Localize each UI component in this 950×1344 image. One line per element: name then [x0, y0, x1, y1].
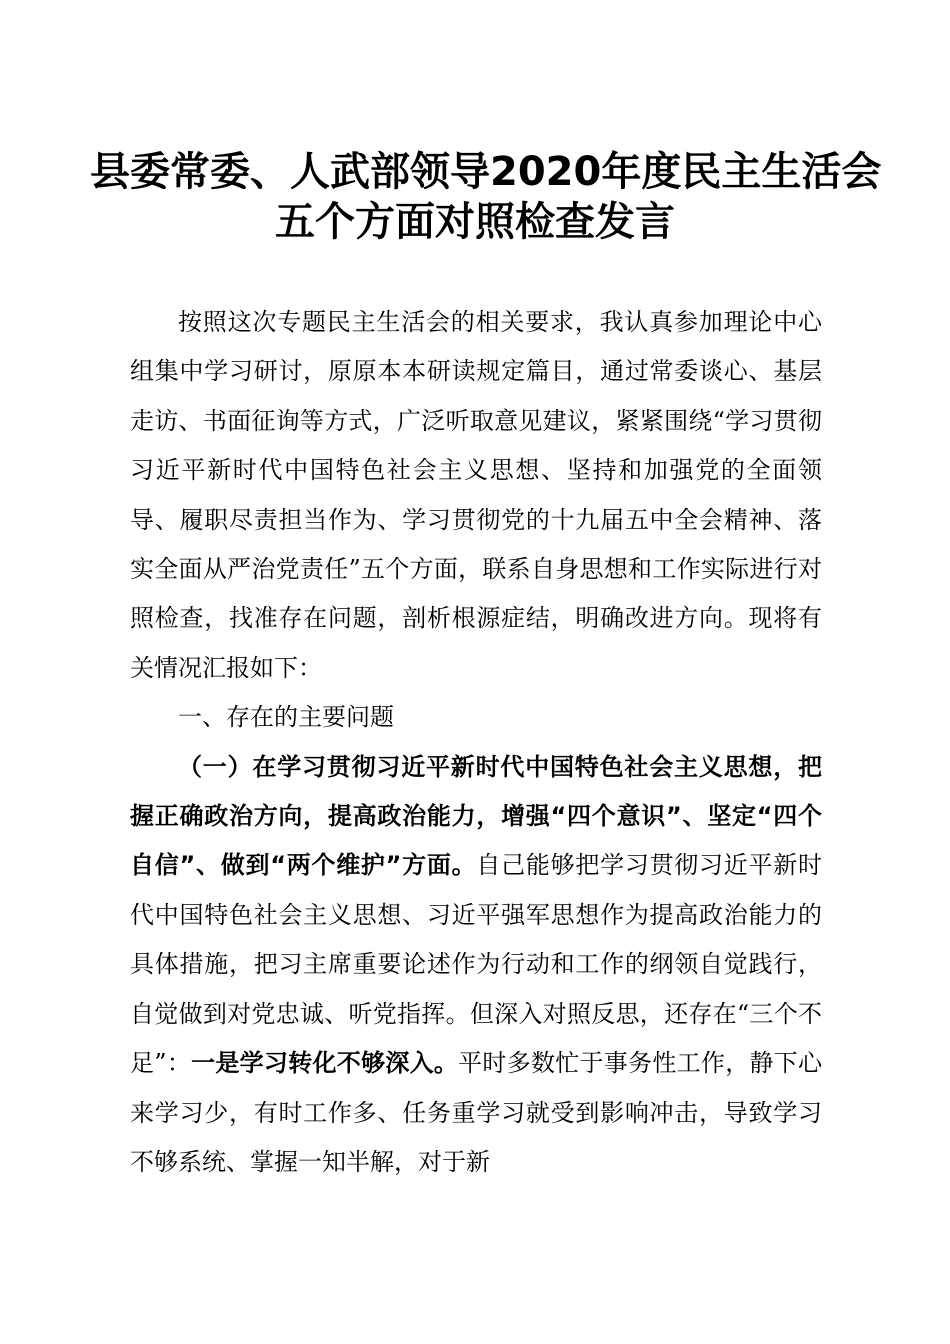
point-1-heading: 一是学习转化不够深入。 — [191, 1049, 459, 1078]
document-title-line-2: 五个方面对照检查发言 — [275, 199, 675, 245]
section-heading: 一、存在的主要问题 — [178, 703, 394, 732]
point-1-text: 平时多数忙于事务性工作，静下心来学习少，有时工作多、任务重学习就受到影响冲击，导致学习不够系统、掌握一知半解，对于新 — [130, 1049, 823, 1176]
subsection-paragraph — [130, 743, 822, 1188]
document-body — [130, 298, 822, 1187]
intro-paragraph: 按照这次专题民主生活会的相关要求，我认真参加理论中心组集中学习研讨，原原本本研读规定篇目，通过常委谈心、基层走访、书面征询等方式，广泛听取意见建议，紧紧围绕“学习贯彻习近平新时代中国特色社会主义思想、坚持和加强党的全面领导、履职尽责担当作为、学习贯彻党的十九届五中全会精神、落实全面从严治党责任”五个方面，联系自身思想和工作实际进行对照检查，找准存在问题，剖析根源症结，明确改进方向。现将有关情况汇报如下： — [130, 308, 822, 682]
subsection-heading: （一）在学习贯彻习近平新时代中国特色社会主义思想，把握正确政治方向，提高政治能力，增强“四个意识”、坚定“四个自信”、做到“两个维护”方面。 — [130, 752, 822, 880]
document-title-line-1: 县委常委、人武部领导2020年度民主生活会 — [90, 149, 882, 195]
subsection-text: 自己能够把学习贯彻习近平新时代中国特色社会主义思想、习近平强军思想作为提高政治能力的具体措施，把习主席重要论述作为行动和工作的纲领自觉践行，自觉做到对党忠诚、听党指挥。但深入对照反思，还存在“三个不足”： — [130, 851, 823, 1078]
